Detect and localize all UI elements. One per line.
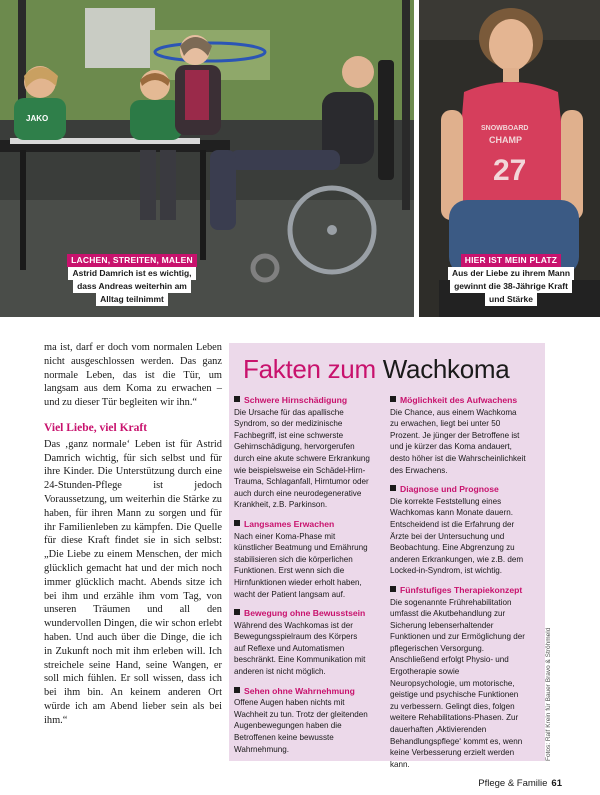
fact-item [234,608,370,678]
article-subheading: Viel Liebe, viel Kraft [44,421,148,434]
bullet-square-icon [234,687,240,693]
fact-text: Die Chance, aus einem Wachkoma zu erwachen, liegt bei unter 50 Prozent. Je jünger der Betroffene ist und je kürzer das Koma andauert, desto höher ist die Wahrscheinlichkeit des Erwachens. [390,407,526,475]
fact-heading: Sehen ohne Wahrnehmung [234,686,370,698]
page-footer [478,778,562,789]
facts-title [243,354,509,384]
fact-heading: Diagnose und Prognose [390,484,526,496]
woman-portrait-photo [419,0,600,317]
fact-item [234,519,370,600]
caption-line: Alltag teilnimmt [96,293,168,306]
fact-item [234,395,370,511]
fact-heading: Fünfstufiges Therapiekonzept [390,585,526,597]
fact-heading: Bewegung ohne Bewusstsein [234,608,370,620]
fact-text: Offene Augen haben nichts mit Wachheit zu tun. Trotz der gleitenden Augenbewegungen haben die Betroffenen keine bewusste Wahrnehmung. [234,698,368,754]
bullet-square-icon [390,396,396,402]
page-number: 61 [551,778,562,789]
fact-heading: Langsames Erwachen [234,519,370,531]
fact-item [390,585,526,771]
caption-line: Astrid Damrich ist es wichtig, [68,267,195,280]
shirt-print-number: 27 [493,154,527,187]
fact-text: Die korrekte Feststellung eines Wachkomas kann Monate dauern. Entscheidend ist die Erfahrung der Ärzte bei der Untersuchung und Beobachtung. Eine Abgrenzung zu anderen Erkrankungen, wie z.B. dem Locked-in-Syndrom, ist wichtig. [390,496,524,576]
article-paragraph: Das ‚ganz normale‘ Leben ist für Astrid Damrich wichtig, für sich selbst und für ihre Kinder. Die Unterstützung durch eine 24-Stunden-Pflege ist jedoch Voraussetzung, um weiterhin die Stärke zu haben, für ihren Mann zu sorgen und für ihr Familienleben zu kämpfen. Die Quelle für diese Kraft findet sie in sich selbst: „Die Liebe zu einem Menschen, der mich glücklich gemacht hat und der mich noch immer glücklich macht. Abends sitze ich bei ihm und erzähle ihm vom Tag, von unseren Träumen und all den wundervollen Dingen, die wir schon erlebt haben. Und auch über die Dinge, die ich in Zukunft noch mit ihm erleben will. Ich streichele seine Hand, seine Wangen, er soll mich fühlen. Er soll wissen, dass ich bei ihm bin. An keinem anderen Ort würde ich am Abend lieber sein als bei ihm.“ [44,438,222,726]
caption-line: und Stärke [485,293,537,306]
article-paragraph: ma ist, darf er doch vom normalen Leben nicht ausgeschlossen werden. Das ganz normale Leben, das ist die Tür, um langsam aus dem Koma zu erwachen – und zu dieser Tür begleiten wir ihn.“ [44,342,222,409]
caption-head: HIER IST MEIN PLATZ [461,254,561,267]
fact-text: Während des Wachkomas ist der Bewegungsspielraum des Körpers auf Reflexe und Automatismen beschränkt. Eine Kommunikation mit anderen ist nicht möglich. [234,620,366,677]
caption-head: LACHEN, STREITEN, MALEN [67,254,197,267]
family-photo [0,0,414,317]
bullet-square-icon [390,586,396,592]
shirt-print-champ: CHAMP [489,135,522,145]
bullet-square-icon [390,485,396,491]
caption-line: Aus der Liebe zu ihrem Mann [448,267,574,280]
fact-text: Die Ursache für das apallische Syndrom, so der medizinische Fachbegriff, ist eine schwerste Gehirnschädigung, hervorgerufen durch eine akute schwere Erkrankung wie beispielsweise ein Schädel-Hirn-Trauma, Schlaganfall, Hirntumor oder auch durch eine neurodegenerative Krankheit, z.B. Parkinson. [234,407,370,510]
fact-item [390,484,526,577]
fact-text: Die sogenannte Frührehabilitation umfasst die Akutbehandlung zur Sicherung lebenserhaltender Funktionen und zur Ermöglichung der pflegerischen Versorgung. Anschließend erfolgt Physio- und Ergotherapie sowie Neuropsychologie, um motorische, geistige und psychische Funktionen zu verbessern. Gelingt dies, folgen weitere Rehabilitations-Phasen. Zur dauerhaften ‚Aktivierenden Behandlungspflege‘ kommt es, wenn keine Verbesserung erzielt werden kann. [390,597,525,769]
shirt-print-snowboard: SNOWBOARD [481,125,529,132]
article-body [44,341,222,728]
fact-heading: Schwere Hirnschädigung [234,395,370,407]
left-photo-caption [66,254,198,306]
facts-column-right [390,395,526,778]
caption-line: dass Andreas weiterhin am [73,280,191,293]
bullet-square-icon [234,609,240,615]
family-scene-illustration [0,0,414,317]
magazine-name: Pflege & Familie [478,778,548,789]
jako-shirt-label: JAKO [26,114,49,123]
right-photo-caption [429,254,593,306]
fact-item [234,686,370,756]
bullet-square-icon [234,520,240,526]
caption-line: gewinnt die 38-Jährige Kraft [450,280,572,293]
fact-heading: Möglichkeit des Aufwachens [390,395,526,407]
fact-item [390,395,526,476]
facts-column-left [234,395,370,763]
facts-box [229,343,545,769]
photo-credit: Fotos: Ralf Krein für Bauer Bravo & Ströhmeld [545,627,552,761]
facts-title-part2: Wachkoma [382,354,510,384]
fact-text: Nach einer Koma-Phase mit künstlicher Beatmung und Ernährung stabilisieren sich die körperlichen Funktionen. Erst wenn sich die Hirnfunktionen wieder erholt haben, wacht der Patient langsam auf. [234,531,368,599]
facts-title-part1: Fakten zum [243,354,376,384]
bullet-square-icon [234,396,240,402]
